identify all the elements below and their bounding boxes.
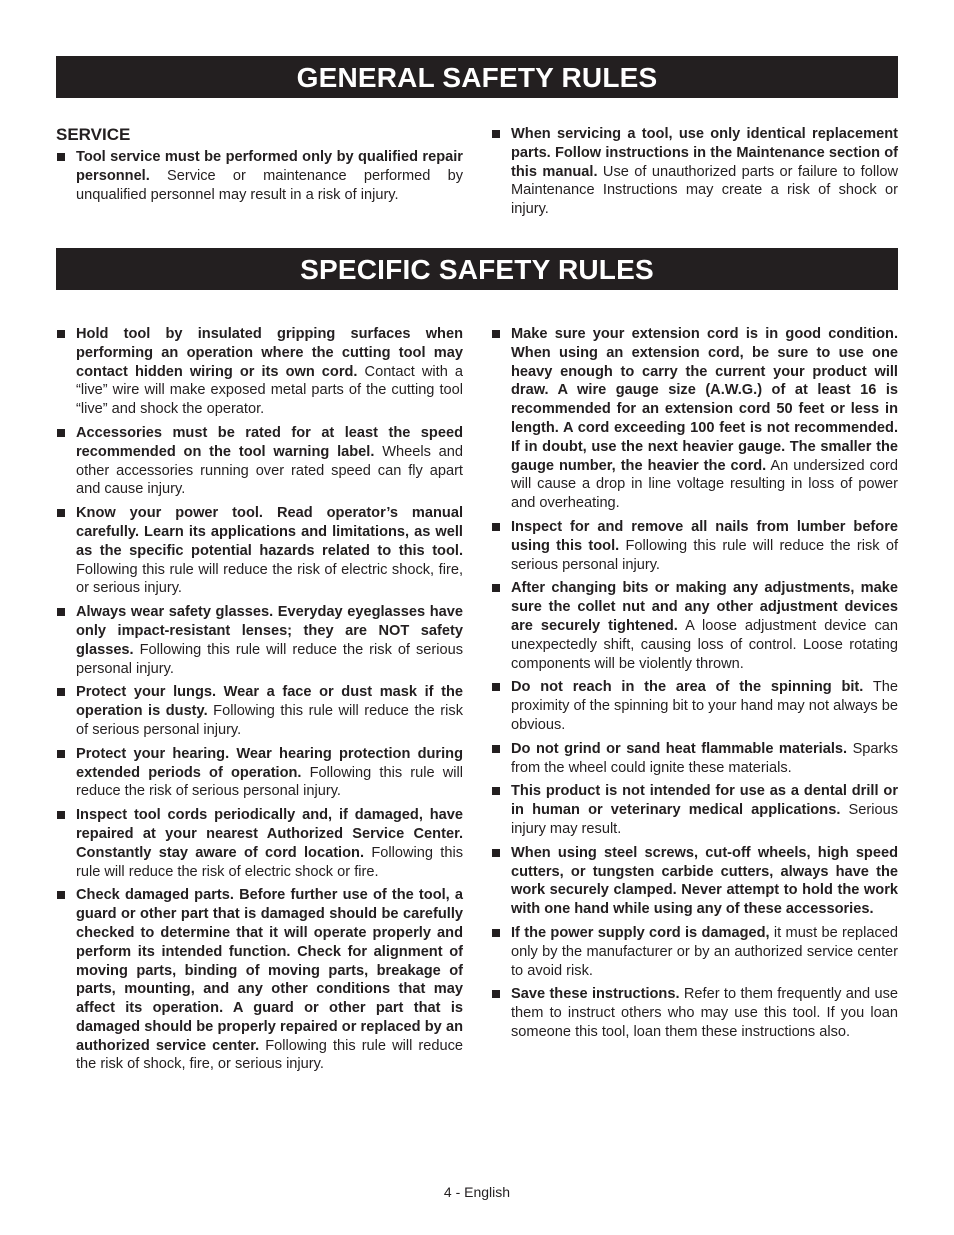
- rule-bold-text: Hold tool by insulated gripping surfaces when performing an operation where the cutting tool may contact hidden wiring or its own cord.: [76, 326, 463, 380]
- service-heading: SERVICE: [56, 125, 131, 144]
- rule-text: Following this rule will reduce the risk of electric shock or fire.: [76, 844, 463, 880]
- rule-bold-text: Check damaged parts. Before further use of the tool, a guard or other part that is damaged should be carefully checked to determine that it will operate properly and perform its intended function. Check for alignment of moving parts, binding of moving parts, breakage of parts, mounting, and any other conditions that may affect its operation. A guard or other part that is damaged should be properly repaired or replaced by an authorized service center.: [76, 887, 463, 1054]
- rule-item: [491, 579, 898, 673]
- square-bullet-icon: [492, 745, 500, 753]
- rule-text: Serious injury may result.: [511, 802, 898, 837]
- rule-item: [491, 518, 898, 574]
- page-footer: 4 - English: [443, 1184, 511, 1200]
- rule-bold-text: When using steel screws, cut-off wheels, high speed cutters, or tungsten carbide cutters, always have the work securely clamped. Never attempt to hold the work with one hand while using any of these accessories.: [511, 844, 898, 918]
- rule-bold-text: If the power supply cord is damaged,: [511, 924, 770, 941]
- rule-text: Following this rule will reduce the risk of serious personal injury.: [511, 537, 898, 573]
- square-bullet-icon: [492, 683, 500, 691]
- specific-right-list: [491, 325, 898, 1042]
- rule-bold-text: When servicing a tool, use only identical replacement parts. Follow instructions in the Maintenance section of this manual.: [511, 126, 898, 180]
- square-bullet-icon: [57, 429, 65, 437]
- rule-text: Contact with a “live” wire will make exposed metal parts of the cutting tool “live” and shock the operator.: [76, 363, 463, 418]
- square-bullet-icon: [57, 811, 65, 819]
- rule-item: [491, 740, 898, 778]
- rule-bold-text: Protect your lungs. Wear a face or dust mask if the operation is dusty.: [76, 684, 463, 720]
- rule-bold-text: This product is not intended for use as a dental drill or in human or veterinary medical applications.: [511, 783, 898, 819]
- square-bullet-icon: [57, 509, 65, 517]
- rule-bold-text: Inspect tool cords periodically and, if damaged, have repaired at your nearest Authorized Service Center. Constantly stay aware of cord location.: [76, 807, 463, 861]
- rule-bold-text: Protect your hearing. Wear hearing protection during extended periods of operation.: [76, 745, 463, 781]
- square-bullet-icon: [57, 153, 65, 161]
- square-bullet-icon: [492, 584, 500, 592]
- rule-bold-text: After changing bits or making any adjustments, make sure the collet nut and any other adjustment devices are securely tightened.: [511, 580, 898, 634]
- rule-item: [491, 125, 898, 219]
- rule-text: Service or maintenance performed by unqualified personnel may result in a risk of injury.: [76, 167, 463, 203]
- rule-bold-text: Save these instructions.: [511, 986, 680, 1003]
- square-bullet-icon: [492, 990, 500, 998]
- general-left-list: [56, 148, 463, 204]
- rule-text: An undersized cord will cause a drop in line voltage resulting in loss of power and overheating.: [511, 457, 898, 512]
- rule-text: it must be replaced only by the manufacturer or by an authorized service center to avoid risk.: [511, 924, 898, 979]
- rule-bold-text: Know your power tool. Read operator’s manual carefully. Learn its applications and limitations, as well as the specific potential hazards related to this tool.: [76, 505, 463, 559]
- rule-bold-text: Do not reach in the area of the spinning bit.: [511, 679, 864, 696]
- rule-item: [56, 424, 463, 499]
- rule-item: [56, 603, 463, 678]
- rule-item: [56, 886, 463, 1074]
- rule-text: Following this rule will reduce the risk of serious personal injury.: [76, 641, 463, 677]
- square-bullet-icon: [57, 688, 65, 696]
- specific-left-list: [56, 325, 463, 1074]
- square-bullet-icon: [492, 787, 500, 795]
- rule-item: [491, 924, 898, 980]
- specific-right-column: [491, 325, 898, 1047]
- rule-item: [56, 745, 463, 801]
- rule-bold-text: Do not grind or sand heat flammable materials.: [511, 740, 848, 757]
- rule-text: Following this rule will reduce the risk of shock, fire, or serious injury.: [76, 1037, 463, 1073]
- specific-safety-rules-banner: SPECIFIC SAFETY RULES: [56, 248, 898, 290]
- rule-item: [491, 678, 898, 734]
- rule-item: [56, 504, 463, 598]
- square-bullet-icon: [57, 750, 65, 758]
- rule-item: [491, 782, 898, 838]
- rule-text: Refer to them frequently and use them to instruct others who may use this tool. If you loan someone this tool, loan them these instructions also.: [511, 986, 898, 1040]
- rule-text: A loose adjustment device can unexpectedly shift, causing loss of control. Loose rotating components will be violently thrown.: [511, 617, 898, 672]
- rule-item: [56, 683, 463, 739]
- square-bullet-icon: [492, 130, 500, 138]
- square-bullet-icon: [57, 608, 65, 616]
- rule-bold-text: Always wear safety glasses. Everyday eyeglasses have only impact-resistant lenses; they are NOT safety glasses.: [76, 604, 463, 658]
- rule-item: [56, 148, 463, 204]
- rule-text: Following this rule will reduce the risk of serious personal injury.: [76, 764, 463, 800]
- rule-text: Following this rule will reduce the risk of serious personal injury.: [76, 703, 463, 738]
- general-right-column: [491, 125, 898, 224]
- general-left-column: [56, 125, 463, 209]
- general-safety-rules-banner: GENERAL SAFETY RULES: [56, 56, 898, 98]
- square-bullet-icon: [492, 523, 500, 531]
- rule-text: Following this rule will reduce the risk of electric shock, fire, or serious injury.: [76, 561, 463, 597]
- rule-text: The proximity of the spinning bit to your hand may not always be obvious.: [511, 679, 898, 733]
- rule-bold-text: Accessories must be rated for at least the speed recommended on the tool warning label.: [76, 424, 463, 460]
- rule-bold-text: Inspect for and remove all nails from lumber before using this tool.: [511, 518, 898, 554]
- rule-text: Use of unauthorized parts or failure to follow Maintenance Instructions may create a risk of shock or injury.: [511, 163, 898, 218]
- rule-text: Wheels and other accessories running over rated speed can fly apart and cause injury.: [76, 443, 464, 498]
- square-bullet-icon: [492, 849, 500, 857]
- rule-bold-text: Make sure your extension cord is in good condition. When using an extension cord, be sure to use one heavy enough to carry the current your product will draw. A wire gauge size (A.W.G.) of at least 16 is recommended for an extension cord 50 feet or less in length. A cord exceeding 100 feet is not recommended. If in doubt, use the next heavier gauge. The smaller the gauge number, the heavier the cord.: [511, 326, 898, 474]
- rule-item: [491, 325, 898, 513]
- general-right-list: [491, 125, 898, 219]
- rule-item: [56, 806, 463, 881]
- square-bullet-icon: [57, 891, 65, 899]
- rule-item: [491, 844, 898, 919]
- square-bullet-icon: [57, 330, 65, 338]
- square-bullet-icon: [492, 330, 500, 338]
- rule-text: Sparks from the wheel could ignite these materials.: [511, 740, 898, 776]
- rule-item: [491, 985, 898, 1041]
- square-bullet-icon: [492, 929, 500, 937]
- specific-left-column: [56, 325, 463, 1079]
- rule-bold-text: Tool service must be performed only by qualified repair personnel.: [76, 149, 463, 184]
- rule-item: [56, 325, 463, 419]
